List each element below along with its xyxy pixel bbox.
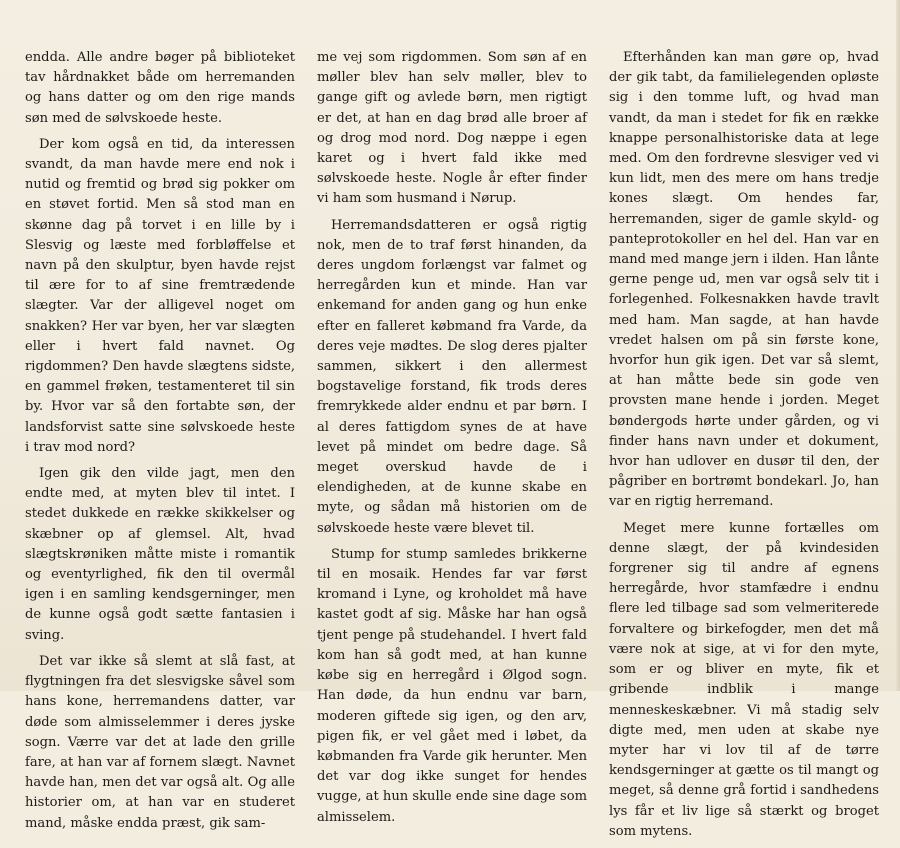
paragraph: Herremandsdatteren er også rigtig nok, men de to traf først hinanden, da deres ungdom forlængst var falmet og herregården kun et minde. Han var enkemand for anden gang og hun enke efter en falleret købmand fra Varde, da deres veje mødtes. De slog deres pjalter sammen, sikkert i den allermest bogstavelige forstand, fik trods deres fremrykkede alder endnu et par børn. I al deres fattigdom synes de at have levet på mindet om bedre dage. Så meget overskud havde de i elendigheden, at de kunne skabe en myte, og sådan må historien om de sølvskoede heste være blevet til.	[317, 217, 587, 536]
paragraph: Stump for stump samledes brikkerne til en mosaik. Hendes far var først kromand i Lyne, og kroholdet må have kastet godt af sig. Måske har han også tjent penge på studehandel. I hvert fald kom han så godt med, at han kunne købe sig en herregård i Ølgod sogn. Han døde, da hun endnu var barn, moderen giftede sig igen, og den arv, pigen fik, er vel gået med i løbet, da købmanden fra Varde gik herunter. Men det var dog ikke sunget for hendes vugge, at hun skulle ende sine dage som almisselem.	[317, 546, 587, 825]
column-3	[609, 48, 879, 848]
paragraph: me vej som rigdommen. Som søn af en møller blev han selv møller, blev to gange gift og avlede børn, men rigtigt er det, at han en dag brød alle broer af og drog mod nord. Dog næppe i egen karet og i hvert fald ikke med sølvskoede heste. Nogle år efter finder vi ham som husmand i Nørup.	[317, 50, 587, 207]
text-columns	[25, 48, 879, 848]
paragraph: Det var ikke så slemt at slå fast, at flygtningen fra det slesvigske såvel som hans kone, herremandens datter, var døde som almisselemmer i deres jyske sogn. Værre var det at lade den grille fare, at han var af fornem slægt. Navnet havde han, men det var også alt. Og alle historier om, at han var en studeret mand, måske endda præst, gik sam-	[25, 653, 295, 831]
paragraph: Igen gik den vilde jagt, men den endte med, at myten blev til intet. I stedet dukkede en række skikkelser og skæbner op af glemsel. Alt, hvad slægtskrøniken måtte miste i romantik og eventyrlighed, fik den til overmål igen i en samling kendsgerninger, men de kunne også godt sætte fantasien i sving.	[25, 466, 295, 643]
page-edge	[896, 0, 900, 691]
paragraph: endda. Alle andre bøger på biblioteket tav hårdnakket både om herremanden og hans datter og om den rige mands søn med de sølvskoede heste.	[25, 50, 295, 126]
paragraph: Meget mere kunne fortælles om denne slægt, der på kvindesiden forgrener sig til andre af egnens herregårde, hvor stamfædre i endnu flere led tilbage sad som velmeriterede forvaltere og birkefogder, men det må være nok at sige, at vi for den myte, som er og bliver en myte, fik et gribende indblik i mange menneskeskæbner. Vi må stadig selv digte med, men uden at skabe nye myter har vi lov til af de tørre kendsgerninger at gætte os til mangt og meget, så denne grå fortid i sandhedens lys får et liv lige så stærkt og broget som mytens.	[609, 520, 879, 839]
paragraph: Efterhånden kan man gøre op, hvad der gik tabt, da familielegenden opløste sig i den tomme luft, og hvad man vandt, da man i stedet for fik en række knappe personalhistoriske data at lege med. Om den fordrevne slesviger ved vi kun lidt, men des mere om hans tredje kones slægt. Om hendes far, herremanden, siger de gamle skyld- og panteprotokoller en hel del. Han var en mand med mange jern i ilden. Han lånte gerne penge ud, men var også selv tit i forlegenhed. Folkesnakken havde travlt med ham. Man sagde, at han havde vredet halsen om på sin første kone, hvorfor hun gik igen. Det var så slemt, at han måtte bede sin gode ven provsten mane hende i jorden. Meget bøndergods hørte under gården, og vi finder hans navn under et dokument, hvor han udlover en dusør til den, der pågriber en bortrømt bondekarl. Jo, han var en rigtig herremand.	[609, 50, 879, 510]
column-1	[25, 48, 295, 848]
column-2	[317, 48, 587, 848]
paragraph: Der kom også en tid, da interessen svandt, da man havde mere end nok i nutid og fremtid og brød sig pokker om en støvet fortid. Men så stod man en skønne dag på torvet i en lille by i Slesvig og læste med forbløffelse et navn på den skulptur, byen havde rejst til ære for to af sine fremtrædende slægter. Var der alligevel noget om snakken? Her var byen, her var slægten eller i hvert fald navnet. Og rigdommen? Den havde slægtens sidste, en gammel frøken, testamenteret til sin by. Hvor var så den fortabte søn, der landsforvist satte sine sølvskoede heste i trav mod nord?	[25, 136, 295, 455]
